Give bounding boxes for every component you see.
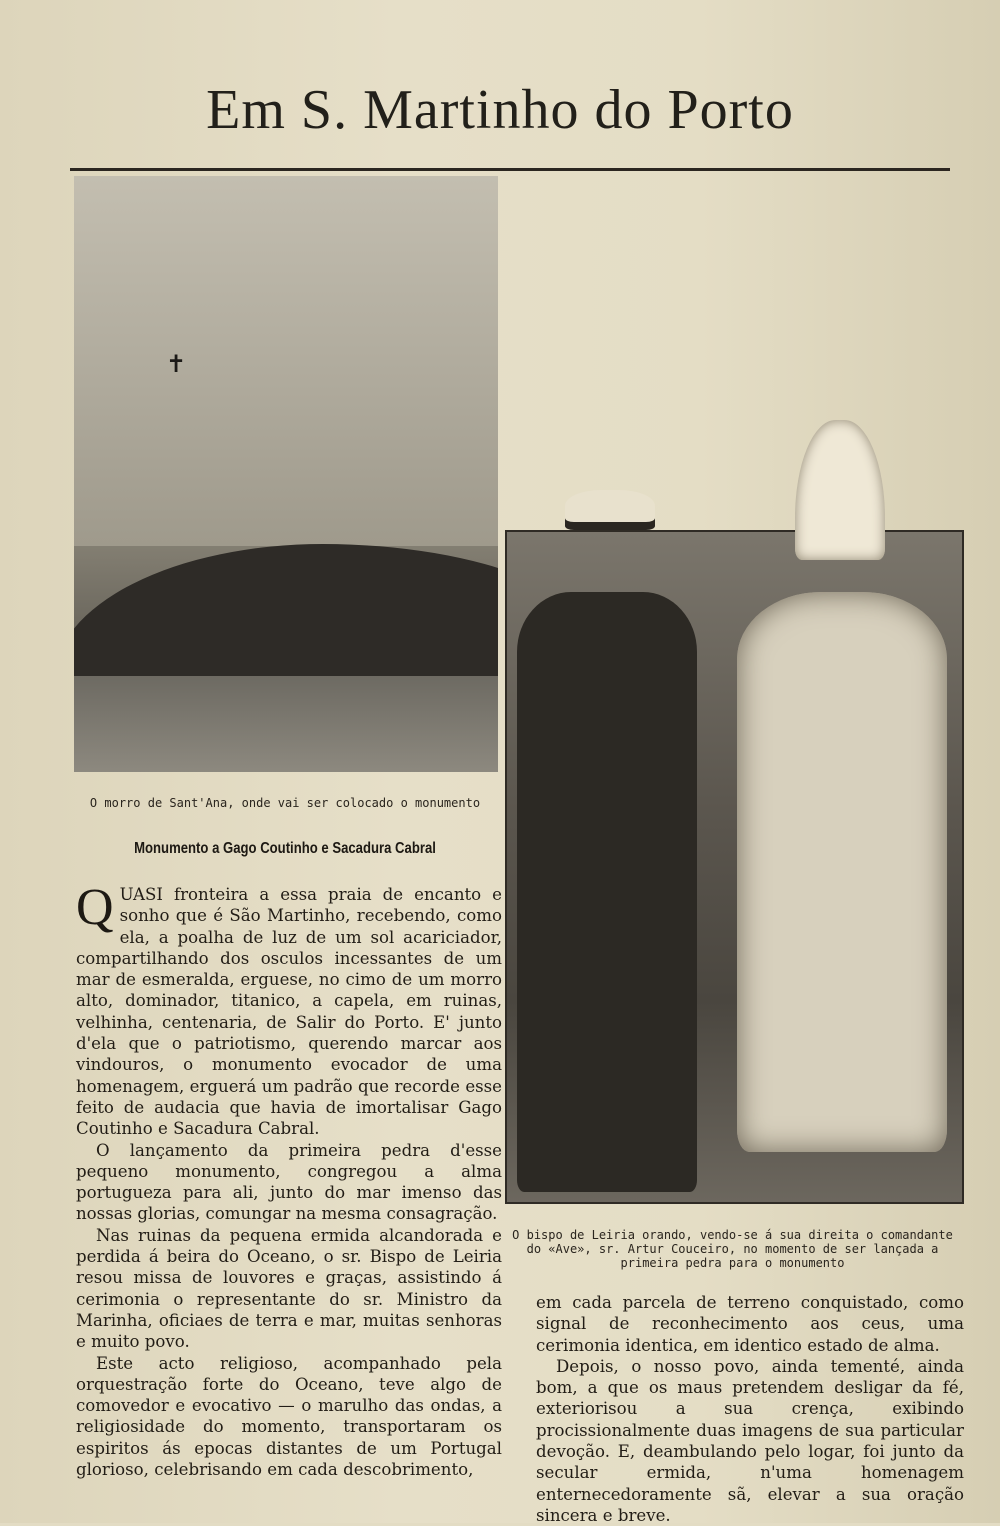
- cross-icon: ✝: [166, 350, 187, 378]
- photo-mitre: [795, 420, 885, 560]
- article-column-left: [76, 879, 502, 1480]
- photo-sea: [74, 676, 498, 772]
- photo-sky: [74, 176, 498, 546]
- paragraph-3: Nas ruinas da pequena ermida alcandorada e perdida á beira do Oceano, o sr. Bispo de Leiria resou missa de louvores e graças, assistindo á cerimonia o representante do sr. Ministro da Marinha, oficiaes de terra e mar, muitas senhoras e muito povo.: [76, 1225, 502, 1352]
- photo-bishop-figure: [737, 592, 947, 1152]
- drop-cap: Q: [76, 879, 114, 936]
- caption-top-photo: O morro de Sant'Ana, onde vai ser colocado o monumento: [89, 796, 481, 810]
- paragraph-2: O lançamento da primeira pedra d'esse pequeno monumento, congregou a alma portugueza para ali, junto do mar imenso das nossas glorias, comungar na mesma consagração.: [76, 1140, 502, 1224]
- article-column-right: [536, 1292, 964, 1526]
- photo-officer-cap: [565, 490, 655, 530]
- photo-hill-sant-ana: [74, 176, 498, 772]
- article-subheading: Monumento a Gago Coutinho e Sacadura Cabral: [134, 840, 436, 857]
- paragraph-1-text: UASI fronteira a essa praia de encanto e sonho que é São Martinho, recebendo, como ela, a poalha de luz de um sol acariciador, compartilhando dos osculos incessantes de um mar de esmeralda, erguese, no cimo de um morro alto, dominador, titanico, a capela, em ruinas, velhinha, centenaria, de Salir do Porto. E' junto d'ela que o patriotismo, querendo marcar aos vindouros, o monumento evocador de uma homenagem, erguerá um padrão que recorde esse feito de audacia que havia de imortalisar Gago Coutinho e Sacadura Cabral.: [76, 885, 502, 1139]
- title-rule: [70, 168, 950, 171]
- page-title: Em S. Martinho do Porto: [206, 79, 794, 141]
- paragraph-1: [76, 879, 502, 1140]
- paragraph-5: em cada parcela de terreno conquistado, como signal de reconhecimento aos ceus, uma cerimonia identica, em identico estado de alma.: [536, 1293, 964, 1355]
- photo-bishop-ceremony: [505, 530, 964, 1204]
- paragraph-6: Depois, o nosso povo, ainda tementé, ainda bom, a que os maus pretendem desligar da fé, exteriorisou a sua crença, exibindo procissionalmente duas imagens de sua particular devoção. E, deambulando pelo logar, foi junto da secular ermida, n'uma homenagem enternecedoramente sã, elevar a sua oração sincera e breve.: [536, 1356, 964, 1525]
- caption-bottom-photo: O bispo de Leiria orando, vendo-se á sua direita o comandante do «Ave», sr. Artur Couceiro, no momento de ser lançada a primeira pedra para o monumento: [512, 1228, 953, 1270]
- paragraph-4: Este acto religioso, acompanhado pela orquestração forte do Oceano, teve algo de comovedor e evocativo — o marulho das ondas, a religiosidade do momento, transportaram os espiritos ás epocas distantes de um Portugal glorioso, celebrisando em cada descobrimento,: [76, 1353, 502, 1480]
- photo-officer-figure: [517, 592, 697, 1192]
